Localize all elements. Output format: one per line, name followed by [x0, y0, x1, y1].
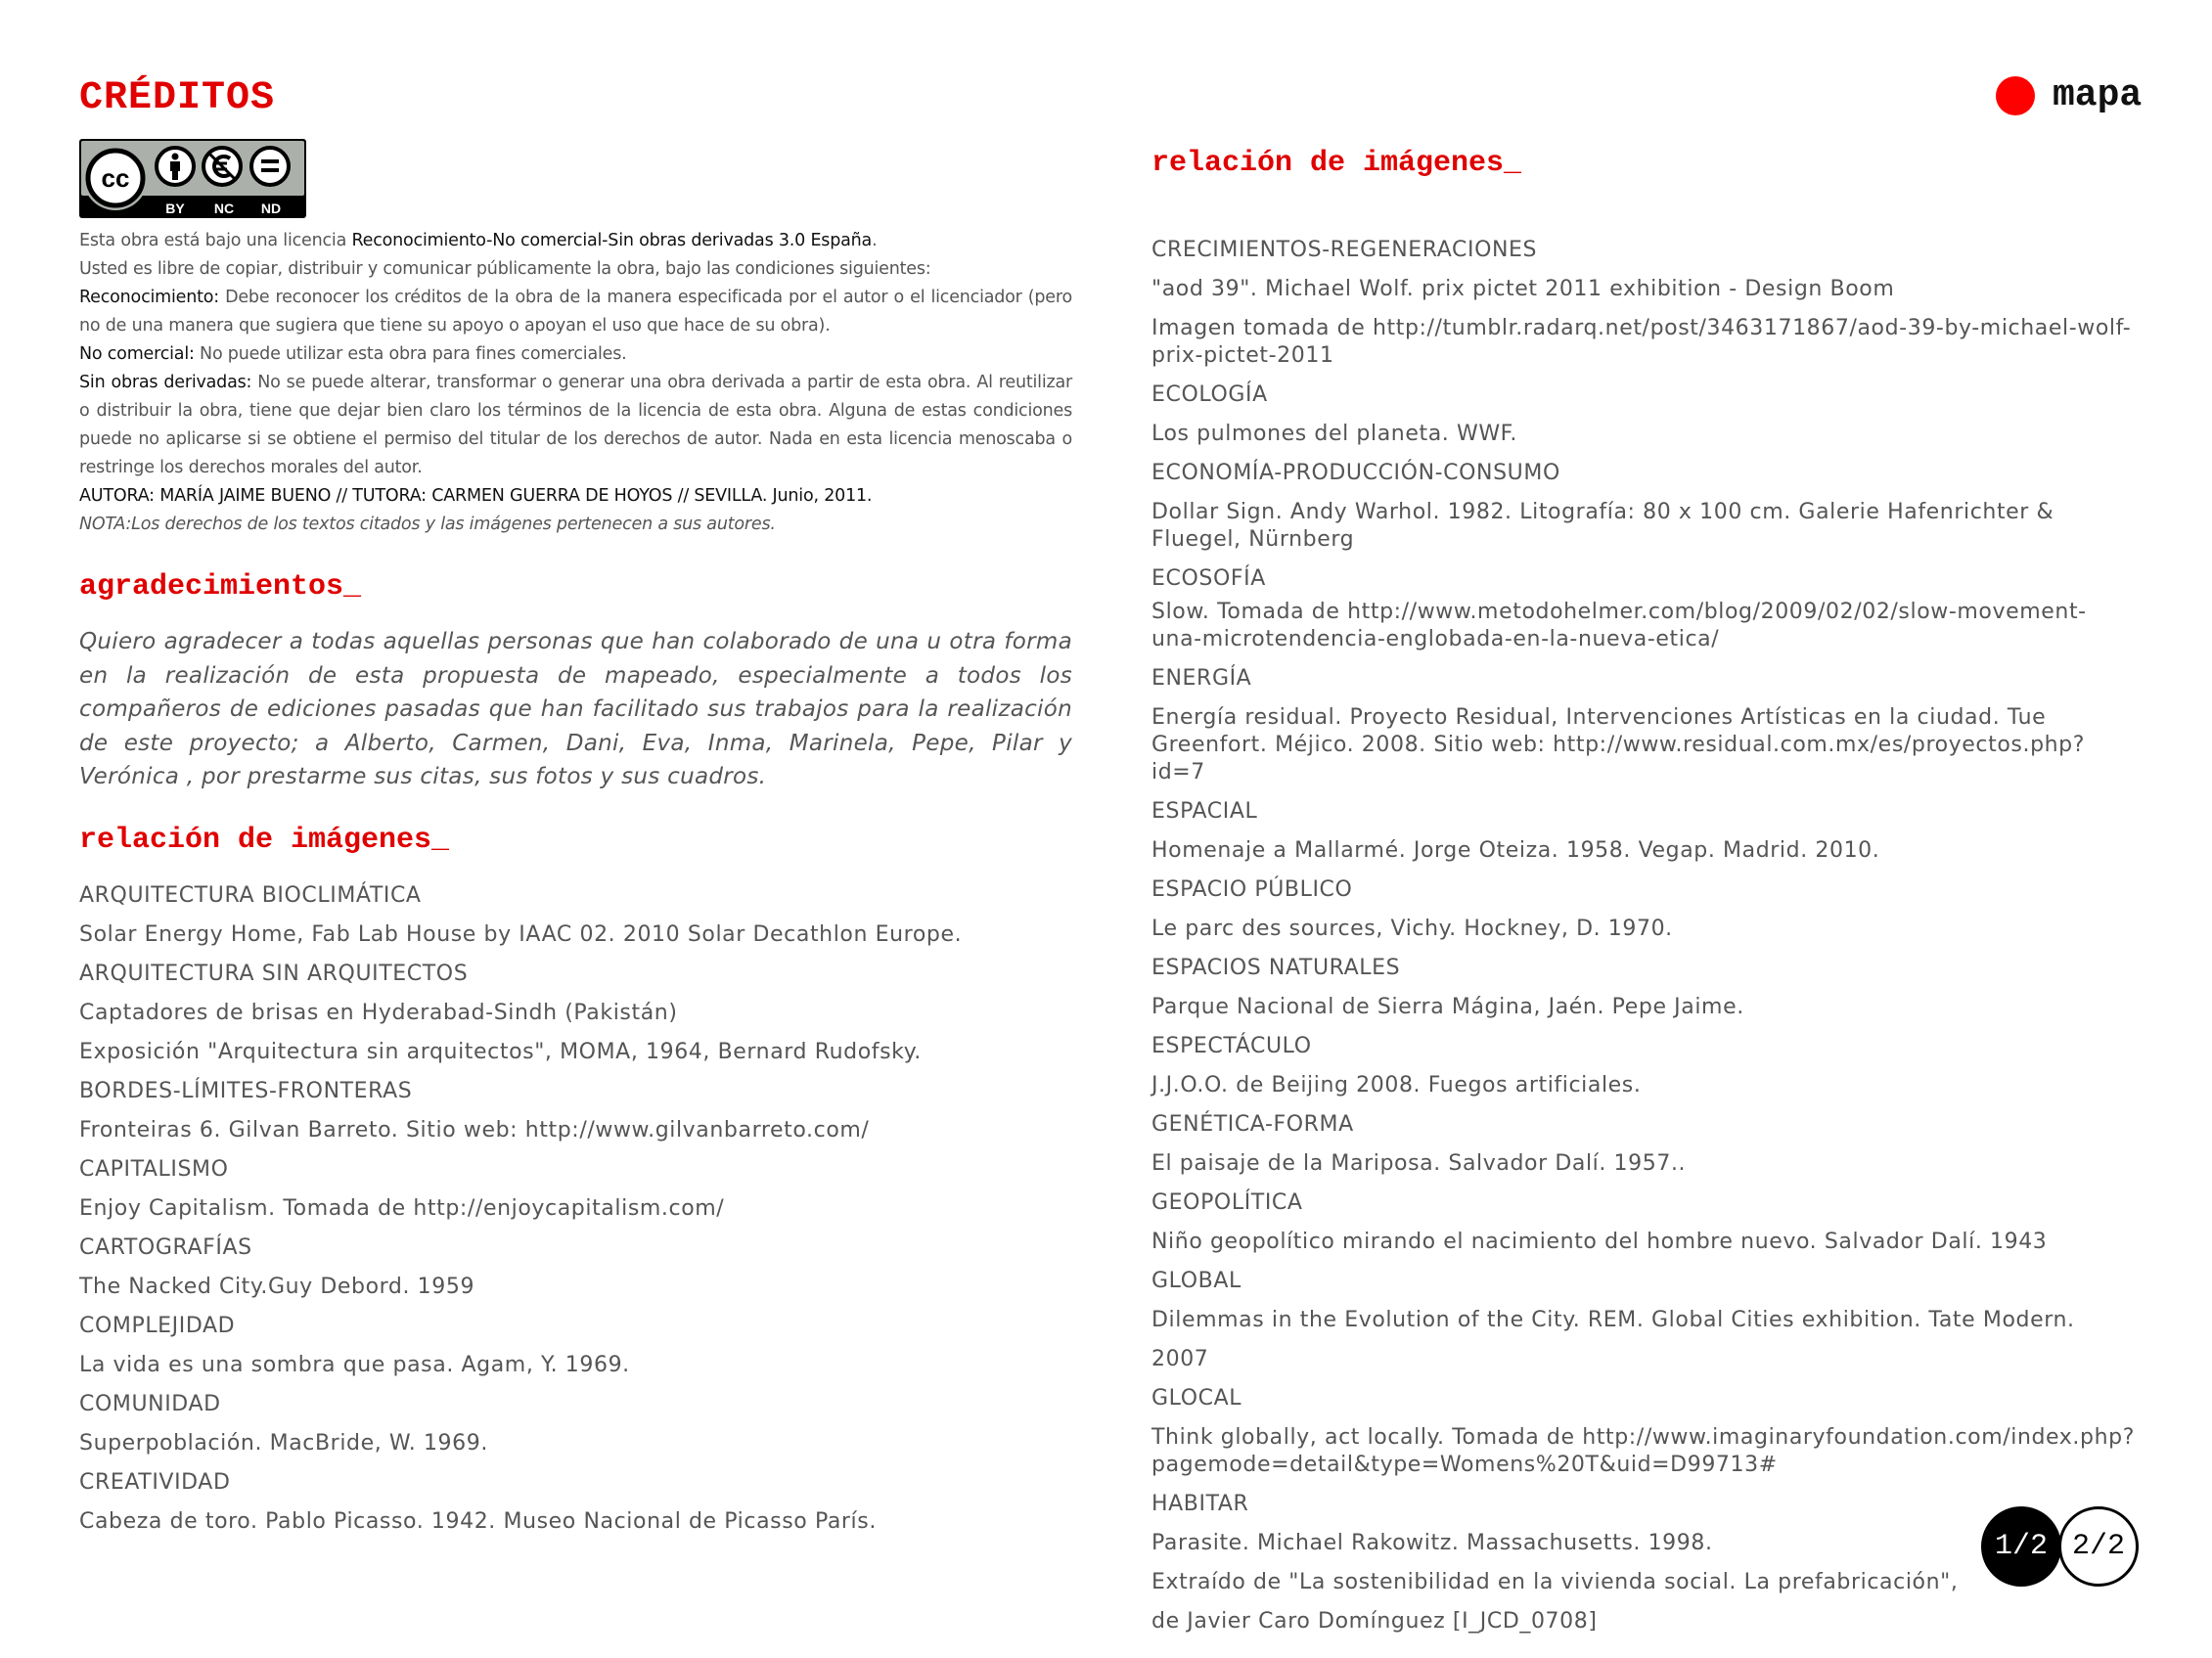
right-column: [1151, 147, 2135, 1641]
image-reference: Niño geopolítico mirando el nacimiento del hombre nuevo. Salvador Dalí. 1943: [1151, 1230, 2048, 1254]
page-indicator: [1981, 1506, 2139, 1587]
image-reference: Le parc des sources, Vichy. Hockney, D. 1970.: [1151, 917, 1673, 941]
category-label: GENÉTICA-FORMA: [1151, 1112, 1354, 1137]
image-reference: Captadores de brisas en Hyderabad-Sindh (Pakistán): [79, 1000, 678, 1025]
image-reference: Dilemmas in the Evolution of the City. REM. Global Cities exhibition. Tate Modern. 2007: [1151, 1308, 2075, 1371]
nc-no-euro-icon: [203, 148, 241, 185]
sinobras-text: No se puede alterar, transformar o generar una obra derivada a partir de esta obra. Al reutilizar o distribuir la obra, tiene que dejar bien claro los términos de la licencia de esta obra. Alguna de estas condiciones puede no aplicarse si se obtiene el permiso del titular de los derechos de autor. Nada en esta licencia menoscaba o restringe los derechos morales del autor.: [79, 373, 1072, 477]
image-reference: Solar Energy Home, Fab Lab House by IAAC 02. 2010 Solar Decathlon Europe.: [79, 921, 963, 947]
by-label: BY: [165, 201, 185, 216]
license-suffix: .: [872, 231, 878, 250]
category-label: CREATIVIDAD: [79, 1469, 231, 1495]
image-reference: Los pulmones del planeta. WWF.: [1151, 422, 1517, 446]
nocomercial-label: No comercial:: [79, 344, 195, 364]
category-label: ESPACIO PÚBLICO: [1151, 877, 1353, 902]
image-reference: Extraído de "La sostenibilidad en la vivienda social. La prefabricación",: [1151, 1570, 1959, 1594]
image-reference: Dollar Sign. Andy Warhol. 1982. Litografía: 80 x 100 cm. Galerie Hafenrichter & Fluegel, Nürnberg: [1151, 500, 2054, 552]
image-reference: "aod 39". Michael Wolf. prix pictet 2011 exhibition - Design Boom: [1151, 277, 1895, 301]
category-label: ECOLOGÍA: [1151, 382, 1268, 407]
sinobras-label: Sin obras derivadas:: [79, 373, 252, 392]
category-label: COMUNIDAD: [79, 1391, 221, 1416]
image-reference: Parasite. Michael Rakowitz. Massachusetts. 1998.: [1151, 1531, 1713, 1555]
category-label: CARTOGRAFÍAS: [79, 1234, 252, 1260]
image-reference: Imagen tomada de http://tumblr.radarq.net/post/3463171867/aod-39-by-michael-wolf-prix-pictet-2011: [1151, 316, 2132, 368]
cc-icon: [83, 146, 148, 210]
image-reference: Exposición "Arquitectura sin arquitectos", MOMA, 1964, Bernard Rudofsky.: [79, 1039, 922, 1064]
image-reference: J.J.O.O. de Beijing 2008. Fuegos artificiales.: [1151, 1073, 1642, 1098]
image-reference: de Javier Caro Domínguez [I_JCD_0708]: [1151, 1609, 1598, 1634]
mapa-logo[interactable]: [1996, 74, 2142, 116]
license-statement: [79, 227, 1072, 255]
category-label: COMPLEJIDAD: [79, 1313, 236, 1338]
nd-label: ND: [260, 201, 282, 216]
license-name-link[interactable]: Reconocimiento-No comercial-Sin obras derivadas 3.0 España: [351, 231, 873, 250]
category-label: CRECIMIENTOS-REGENERACIONES: [1151, 238, 1538, 262]
cc-license-badge: [79, 139, 306, 218]
reconocimiento-text: Debe reconocer los créditos de la obra de la manera especificada por el autor o el licenciador (pero no de una manera que sugiera que tiene su apoyo o apoyan el uso que hace de su obra).: [79, 288, 1072, 336]
thanks-text: Quiero agradecer a todas aquellas personas que han colaborado de una u otra forma en la realización de esta propuesta de mapeado, especialmente a todos los compañeros de ediciones pasadas que han facilitado sus trabajos para la realización de este proyecto; a Alberto, Carmen, Dani, Eva, Inma, Marinela, Pepe, Pilar y Verónica , por prestarme sus citas, sus fotos y sus cuadros.: [79, 629, 1072, 789]
image-reference: The Nacked City.Guy Debord. 1959: [79, 1274, 475, 1299]
category-label: ARQUITECTURA SIN ARQUITECTOS: [79, 961, 469, 986]
image-reference: Cabeza de toro. Pablo Picasso. 1942. Museo Nacional de Picasso París.: [79, 1508, 877, 1534]
license-sin-obras: [79, 369, 1072, 482]
image-reference: La vida es una sombra que pasa. Agam, Y. 1969.: [79, 1352, 630, 1377]
image-reference: El paisaje de la Mariposa. Salvador Dalí. 1957..: [1151, 1151, 1687, 1176]
image-reference: Homenaje a Mallarmé. Jorge Oteiza. 1958. Vegap. Madrid. 2010.: [1151, 838, 1880, 863]
category-label: BORDES-LÍMITES-FRONTERAS: [79, 1078, 413, 1103]
nd-equals-icon: [251, 148, 289, 185]
image-reference: Superpoblación. MacBride, W. 1969.: [79, 1430, 488, 1456]
category-label: GEOPOLÍTICA: [1151, 1190, 1303, 1215]
category-label: GLOBAL: [1151, 1269, 1241, 1293]
rights-note: NOTA:Los derechos de los textos citados y las imágenes pertenecen a sus autores.: [79, 515, 776, 534]
images-heading-right: relación de imágenes_: [1151, 147, 1522, 180]
author-line: AUTORA: MARÍA JAIME BUENO // TUTORA: CARMEN GUERRA DE HOYOS // SEVILLA. Junio, 2011.: [79, 486, 873, 506]
image-reference: Slow. Tomada de http://www.metodohelmer.com/blog/2009/02/02/slow-movement-una-microtendencia-englobada-en-la-nueva-etica/: [1151, 600, 2087, 651]
image-list-right: [1151, 231, 2135, 1641]
logo-text: mapa: [2053, 74, 2143, 116]
category-label: HABITAR: [1151, 1492, 1249, 1516]
category-label: ECOSOFÍA: [1151, 566, 1266, 591]
nc-label: NC: [213, 201, 235, 216]
category-label: ESPECTÁCULO: [1151, 1034, 1312, 1058]
image-reference: Fronteiras 6. Gilvan Barreto. Sitio web: http://www.gilvanbarreto.com/: [79, 1117, 870, 1143]
image-reference: Parque Nacional de Sierra Mágina, Jaén. Pepe Jaime.: [1151, 995, 1744, 1019]
image-reference: Think globally, act locally. Tomada de http://www.imaginaryfoundation.com/index.php?pagemode=detail&type=Womens%20T&uid=D99713#: [1151, 1425, 2135, 1477]
category-label: ESPACIOS NATURALES: [1151, 956, 1401, 980]
svg-text:cc: cc: [101, 163, 130, 193]
page-2-button[interactable]: 2/2: [2058, 1506, 2139, 1587]
license-no-comercial: [79, 340, 1072, 369]
left-column: [79, 227, 1072, 1542]
thanks-heading: agradecimientos_: [79, 570, 362, 604]
reconocimiento-label: Reconocimiento:: [79, 288, 219, 307]
category-label: GLOCAL: [1151, 1386, 1242, 1411]
image-list-left: [79, 876, 1072, 1542]
by-person-icon: [157, 148, 194, 185]
page-1-button[interactable]: 1/2: [1981, 1506, 2061, 1587]
license-freedoms: Usted es libre de copiar, distribuir y comunicar públicamente la obra, bajo las condiciones siguientes:: [79, 259, 931, 279]
license-reconocimiento: [79, 284, 1072, 340]
license-prefix: Esta obra está bajo una licencia: [79, 231, 352, 250]
category-label: ESPACIAL: [1151, 799, 1258, 824]
images-heading-left: relación de imágenes_: [79, 823, 450, 857]
category-label: ECONOMÍA-PRODUCCIÓN-CONSUMO: [1151, 461, 1560, 485]
red-dot-icon: [1996, 76, 2035, 115]
category-label: ARQUITECTURA BIOCLIMÁTICA: [79, 882, 422, 908]
image-reference: Energía residual. Proyecto Residual, Intervenciones Artísticas en la ciudad. Tue Greenfort. Méjico. 2008. Sitio web: http://www.residual.com.mx/es/proyectos.php?id=7: [1151, 705, 2086, 784]
category-label: CAPITALISMO: [79, 1156, 229, 1182]
category-label: ENERGÍA: [1151, 666, 1252, 691]
image-reference: Enjoy Capitalism. Tomada de http://enjoycapitalism.com/: [79, 1195, 725, 1221]
page-title: CRÉDITOS: [79, 76, 276, 120]
nocomercial-text: No puede utilizar esta obra para fines comerciales.: [194, 344, 627, 364]
